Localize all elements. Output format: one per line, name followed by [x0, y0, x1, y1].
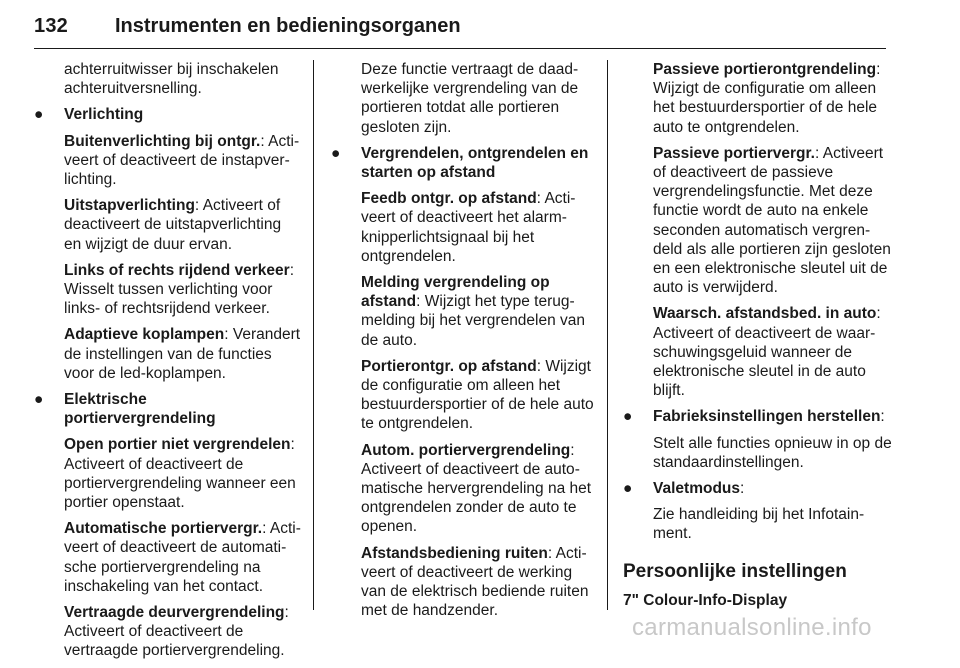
setting-term: Portierontgr. op afstand	[361, 357, 537, 375]
setting-description: Activeert of deactiveert de automatische portiervergrendeling na inschakeling van het contact.	[64, 520, 301, 595]
page-header	[34, 8, 886, 49]
setting-item: Buitenverlichting bij ontgr.: Activeert of deactiveert de instapverlichting.	[64, 132, 300, 189]
column-2	[331, 60, 599, 627]
bullet-valet-mode: ● Valetmodus:	[623, 480, 745, 498]
setting-description: Activeert of deactiveert de automatische hervergrendeling na het ontgrendelen zonder de auto te openen.	[361, 460, 592, 536]
column-divider	[313, 60, 314, 610]
bullet-title: Verlichting	[64, 106, 144, 124]
setting-description: Activeert of deactiveert de portiervergrendeling wanneer een portier openstaat.	[64, 455, 296, 512]
bullet-title: Fabrieksinstellingen herstellen	[653, 408, 881, 426]
setting-description: Wisselt tussen verlichting voor links- of rechtsrijdend verkeer.	[64, 281, 273, 318]
setting-term: Uitstapverlichting	[64, 197, 195, 215]
setting-description: Stelt alle functies opnieuw in op de standaardinstellingen.	[653, 434, 892, 471]
setting-item: Automatische portiervergr.: Activeert of deactiveert de automatische portiervergrendeling na inschakeling van het contact.	[64, 520, 301, 595]
setting-item: Adaptieve koplampen: Verandert de instellingen van de functies voor de led-koplampen.	[64, 326, 301, 382]
setting-description: Activeert of deactiveert de passieve vergrendelingsfunctie. Met deze functie wordt de auto na enkele seconden automatisch vergrendeld als alle portieren zijn gesloten en een elektronische sleutel uit de auto is verwijderd.	[653, 144, 891, 297]
bullet-dot: ●	[331, 144, 341, 162]
page-number: 132	[34, 15, 68, 37]
setting-term: Passieve portierontgrendeling	[653, 61, 877, 78]
setting-term: Links of rechts rijdend verkeer	[64, 261, 290, 279]
setting-description: Activeert of deactiveert het alarmknipperlichtsignaal bij het ontgrendelen.	[361, 190, 576, 265]
setting-description: Activeert of deactiveert de werking van de elektrisch bediende ruiten met de handzender.	[361, 544, 589, 620]
setting-term: Waarsch. afstandsbed. in auto	[653, 305, 877, 323]
setting-term: Vertraagde deurvergrendeling	[64, 604, 285, 622]
subheading: 7" Colour-Info-Display	[623, 591, 788, 609]
setting-item: Passieve portiervergr.: Activeert of deactiveert de passieve vergrendelingsfunctie. Met deze functie wordt de auto na enkele seconden automatisch vergrendeld als alle portieren zijn gesloten en een elektronische sleutel uit de auto is verwijderd.	[653, 144, 891, 297]
continued-text: achterruitwisser bij inschakelen achteruitversnelling.	[64, 61, 279, 98]
setting-description: Zie handleiding bij het Infotainment.	[653, 506, 865, 543]
setting-description: Wijzigt de configuratie om alleen het bestuurdersportier of de hele auto te ontgrendelen.	[361, 357, 594, 433]
watermark-text: carmanualsonline.info	[632, 614, 872, 641]
setting-item: Links of rechts rijdend verkeer: Wisselt tussen verlichting voor links- of rechtsrijdend verkeer.	[64, 261, 295, 318]
setting-item: Passieve portierontgrendeling: Wijzigt de configuratie om alleen het bestuurdersportier of de hele auto te ontgrendelen.	[653, 61, 881, 136]
bullet-title: Vergrendelen, ontgrendelen en starten op afstand	[361, 144, 589, 182]
setting-description: Activeert of deactiveert de waarschuwingsgeluid wanneer de elektronische sleutel in de auto blijft.	[653, 324, 876, 400]
bullet-door-locking	[34, 390, 302, 428]
continued-text: Deze functie vertraagt de daadwerkelijke vergrendeling van de portieren totdat alle portieren gesloten zijn.	[361, 61, 579, 136]
setting-term: Afstandsbediening ruiten	[361, 544, 548, 562]
setting-item: Uitstapverlichting: Activeert of deactiveert de uitstapverlichting en wijzigt de duur ervan.	[64, 197, 282, 253]
setting-item: Waarsch. afstandsbed. in auto: Activeert of deactiveert de waarschuwingsgeluid wanneer de elektronische sleutel in de auto blijft.	[653, 305, 881, 400]
setting-term: Adaptieve koplampen	[64, 326, 225, 344]
setting-description: Wijzigt de configuratie om alleen het bestuurdersportier of de hele auto te ontgrendelen.	[653, 80, 878, 136]
bullet-dot: ●	[34, 391, 44, 409]
setting-item: Melding vergrendeling op afstand: Wijzigt het type terugmelding bij het vergrendelen van de auto.	[361, 274, 586, 349]
setting-item: Feedb ontgr. op afstand: Activeert of deactiveert het alarmknipperlichtsignaal bij het ontgrendelen.	[361, 190, 576, 265]
setting-term: Melding vergrendeling op afstand	[361, 274, 550, 311]
setting-description: Activeert of deactiveert de vertraagde portiervergrendeling.	[64, 623, 285, 660]
setting-item: Vertraagde deurvergrendeling: Activeert of deactiveert de vertraagde portiervergrendeling.	[64, 604, 289, 660]
bullet-dot: ●	[34, 106, 44, 124]
setting-item: Afstandsbediening ruiten: Activeert of deactiveert de werking van de elektrisch bediende ruiten met de handzender.	[361, 544, 589, 620]
column-1	[34, 60, 302, 668]
setting-description: Activeert of deactiveert de uitstapverlichting en wijzigt de duur ervan.	[64, 197, 282, 253]
setting-description: Verandert de instellingen van de functies voor de led-koplampen.	[64, 326, 301, 382]
setting-term: Buitenverlichting bij ontgr.	[64, 132, 261, 150]
bullet-factory-reset: ● Fabrieksinstellingen herstellen:	[623, 408, 885, 426]
bullet-dot: ●	[623, 480, 633, 498]
column-divider	[607, 60, 608, 610]
bullet-title: Elektrische portiervergrendeling	[64, 391, 216, 428]
setting-term: Open portier niet vergrendelen	[64, 436, 291, 454]
setting-item: Autom. portiervergrendeling: Activeert of deactiveert de automatische hervergrendeling na het ontgrendelen zonder de auto te openen.	[361, 441, 592, 536]
chapter-title: Instrumenten en bedieningsorganen	[115, 15, 461, 37]
setting-item: Portierontgr. op afstand: Wijzigt de configuratie om alleen het bestuurdersportier of de hele auto te ontgrendelen.	[361, 357, 594, 433]
setting-item: Open portier niet vergrendelen: Activeert of deactiveert de portiervergrendeling wanneer een portier openstaat.	[64, 436, 296, 512]
bullet-title: Valetmodus	[653, 480, 740, 498]
column-3	[623, 60, 893, 610]
setting-term: Passieve portiervergr.	[653, 144, 815, 162]
section-heading: Persoonlijke instellingen	[623, 560, 847, 582]
bullet-dot: ●	[623, 408, 633, 426]
setting-description: Activeert of deactiveert de instapverlichting.	[64, 132, 300, 189]
bullet-lighting	[34, 105, 302, 124]
setting-term: Autom. portiervergrendeling	[361, 441, 571, 459]
setting-term: Feedb ontgr. op afstand	[361, 190, 537, 208]
setting-description: Wijzigt het type terugmelding bij het vergrendelen van de auto.	[361, 293, 586, 349]
bullet-remote-locking	[331, 144, 599, 182]
setting-term: Automatische portiervergr.	[64, 520, 263, 538]
